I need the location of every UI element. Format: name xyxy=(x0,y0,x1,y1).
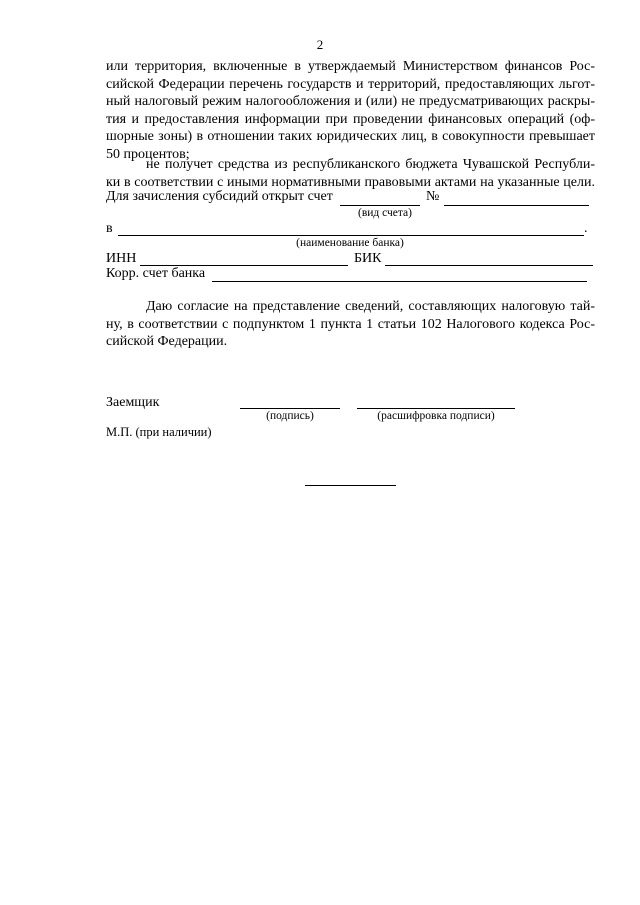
account-type-field[interactable] xyxy=(340,205,420,206)
paragraph-consent xyxy=(106,298,595,351)
corr-account-field[interactable] xyxy=(212,281,587,282)
text-line: тия и предоставления информации при проведении финансовых операций (оф- xyxy=(106,111,595,127)
text-line: 50 процентов; xyxy=(106,146,190,162)
text-line: ну, в соответствии с подпунктом 1 пункта 1 статьи 102 Налогового кодекса Рос- xyxy=(106,316,595,332)
text-line: или территория, включенные в утверждаемый Министерством финансов Рос- xyxy=(106,59,595,74)
inn-label: ИНН xyxy=(106,251,137,266)
text-line: сийской Федерации. xyxy=(106,334,228,350)
paragraph-no-funds xyxy=(106,156,595,191)
borrower-label: Заемщик xyxy=(106,395,160,410)
paragraph-offshore xyxy=(106,58,595,164)
end-divider xyxy=(305,485,396,486)
page-number: 2 xyxy=(316,37,324,52)
account-label: Для зачисления субсидий открыт счет xyxy=(106,189,333,204)
signature-decode-field[interactable] xyxy=(357,408,515,409)
signature-field[interactable] xyxy=(240,408,340,409)
bik-field[interactable] xyxy=(385,265,593,266)
bik-label: БИК xyxy=(354,251,382,266)
bank-prefix: в xyxy=(106,221,113,236)
text-line: шорные зоны) в отношении таких юридических лиц, в совокупности превышает xyxy=(106,129,595,145)
text-line: сийской Федерации перечень государств и территорий, предоставляющих льгот- xyxy=(106,76,595,92)
text-line: ки в соответствии с иными нормативными правовыми актами на указанные цели. xyxy=(106,174,595,190)
corr-account-label: Корр. счет банка xyxy=(106,266,206,281)
account-number-field[interactable] xyxy=(444,205,589,206)
text-line: ный налоговый режим налогообложения и (или) не предусматривающих раскры- xyxy=(106,94,595,110)
number-sign: № xyxy=(426,189,440,204)
account-type-caption: (вид счета) xyxy=(357,207,412,219)
text-line: не получет средства из республиканского бюджета Чувашской Республи- xyxy=(146,157,595,172)
bank-name-caption: (наименование банка) xyxy=(296,237,404,249)
stamp-label: М.П. (при наличии) xyxy=(106,425,212,439)
text-line: Даю согласие на представление сведений, составляющих налоговую тай- xyxy=(146,299,595,314)
signature-decode-caption: (расшифровка подписи) xyxy=(377,410,495,422)
bank-suffix: . xyxy=(584,221,588,236)
signature-caption: (подпись) xyxy=(266,410,314,422)
bank-name-field[interactable] xyxy=(118,235,584,236)
